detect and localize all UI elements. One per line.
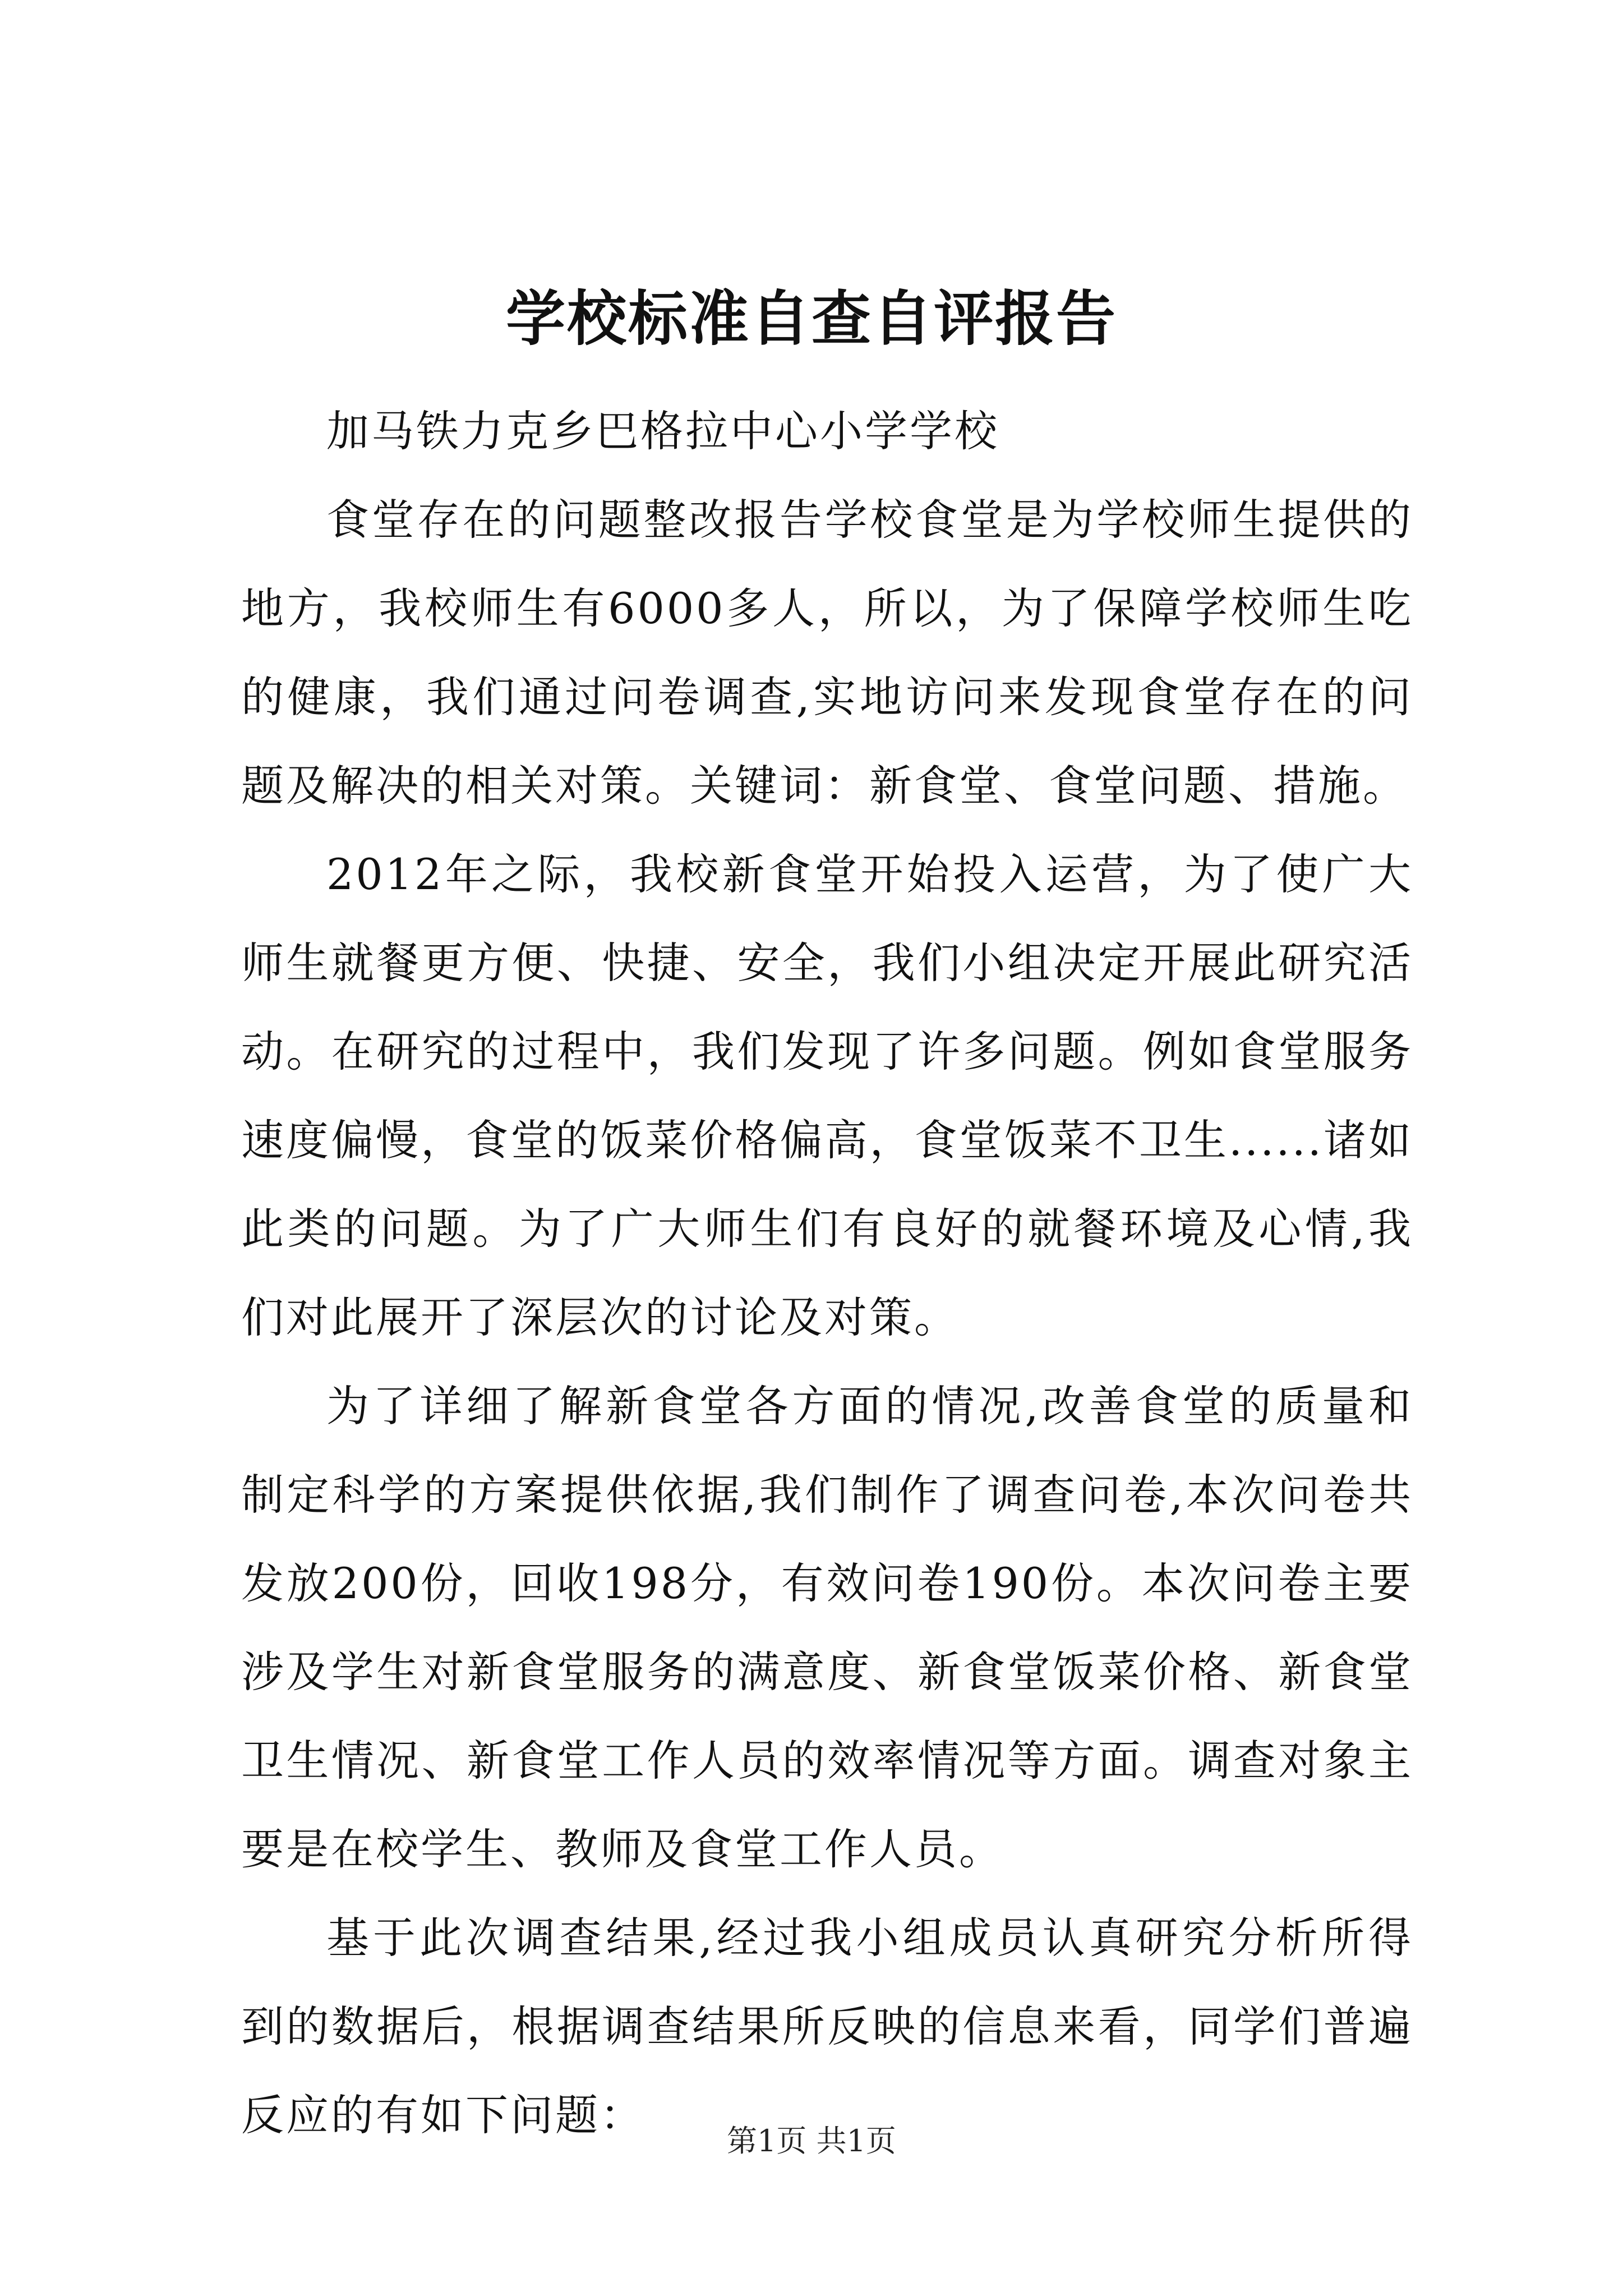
document-title: 学校标准自查自评报告 bbox=[506, 283, 1117, 353]
findings-paragraph: 基于此次调查结果,经过我小组成员认真研究分析所得到的数据后，根据调查结果所反映的信息来看，同学们普遍反应的有如下问题： bbox=[241, 1913, 1413, 2140]
page-footer: 第1页 共1页 bbox=[727, 2123, 896, 2159]
intro-paragraph: 食堂存在的问题整改报告学校食堂是为学校师生提供的地方，我校师生有6000多人，所以，为了保障学校师生吃的健康，我们通过问卷调查,实地访问来发现食堂存在的问题及解决的相关对策。关键词：新食堂、食堂问题、措施。 bbox=[241, 495, 1413, 811]
document-body bbox=[241, 387, 1413, 2160]
background-paragraph: 2012年之际，我校新食堂开始投入运营，为了使广大师生就餐更方便、快捷、安全，我们小组决定开展此研究活动。在研究的过程中，我们发现了许多问题。例如食堂服务速度偏慢，食堂的饭菜价格偏高，食堂饭菜不卫生......诸如此类的问题。为了广大师生们有良好的就餐环境及心情,我们对此展开了深层次的讨论及对策。 bbox=[241, 849, 1413, 1342]
survey-paragraph: 为了详细了解新食堂各方面的情况,改善食堂的质量和制定科学的方案提供依据,我们制作了调查问卷,本次问卷共发放200份，回收198分，有效问卷190份。本次问卷主要涉及学生对新食堂服务的满意度、新食堂饭菜价格、新食堂卫生情况、新食堂工作人员的效率情况等方面。调查对象主要是在校学生、教师及食堂工作人员。 bbox=[241, 1381, 1413, 1874]
school-name-paragraph: 加马铁力克乡巴格拉中心小学学校 bbox=[326, 406, 999, 456]
